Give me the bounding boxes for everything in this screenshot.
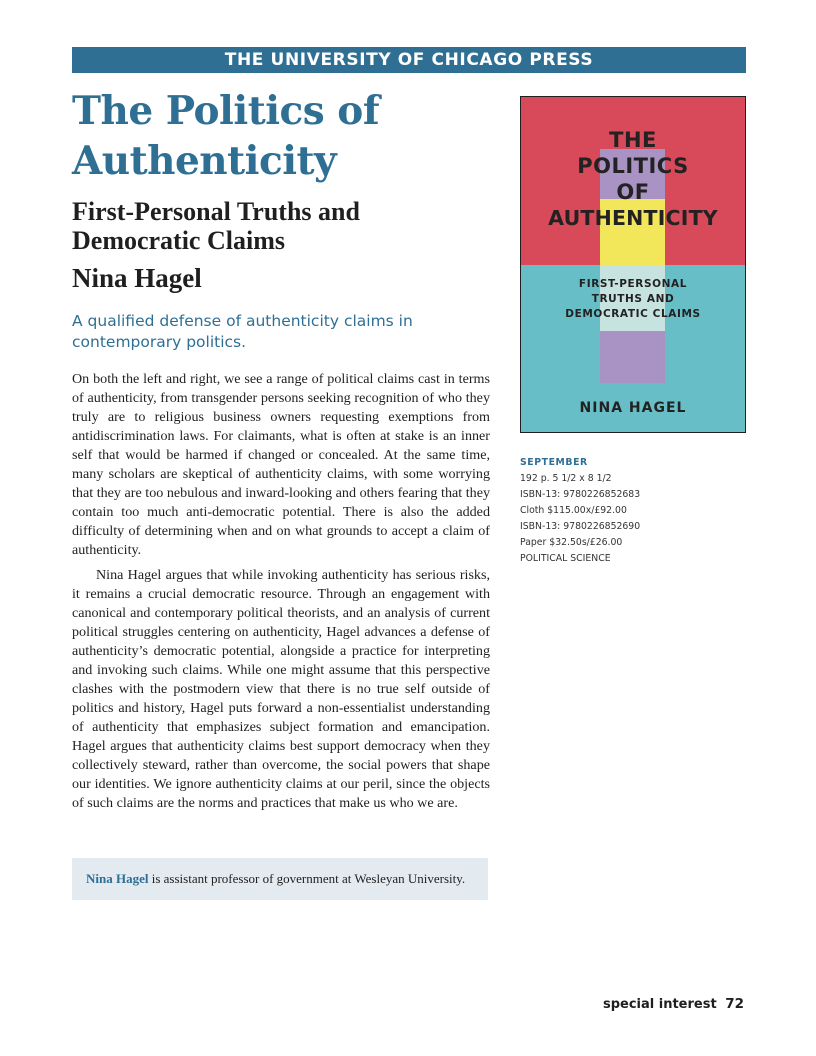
cover-author: NINA HAGEL xyxy=(579,400,687,416)
book-author: Nina Hagel xyxy=(72,263,202,293)
release-month: SEPTEMBER xyxy=(520,457,588,468)
footer-section: special interest xyxy=(602,997,717,1012)
description-paragraph-1: On both the left and right, we see a range of political claims cast in terms of authenticity, from transgender persons seeking recognition of who they truly are to religious business owners requesting exemptions from antidiscrimination laws. For claimants, what is often at stake is an inner self that would be harmed if changed or concealed. At the same time, many scholars are skeptical of authenticity claims, with some worrying that they are too nebulous and inward-looking and others fearing that they contain too much anti-democratic potential. There is also the added difficulty of determining when and on what grounds to accept a claim of authenticity. xyxy=(72,371,490,558)
meta-price-cloth: Cloth $115.00x/£92.00 xyxy=(520,505,627,516)
book-title: The Politics of Authenticity xyxy=(72,88,380,184)
meta-isbn-cloth: ISBN-13: 9780226852683 xyxy=(520,489,641,500)
page-footer xyxy=(603,996,744,1012)
cover-title-line: OF xyxy=(616,180,650,204)
cover-subtitle-line: FIRST-PERSONAL xyxy=(578,278,688,290)
meta-isbn-paper: ISBN-13: 9780226852690 xyxy=(520,521,641,532)
bio-author-name: Nina Hagel xyxy=(86,871,149,886)
bio-text: is assistant professor of government at Wesleyan University. xyxy=(148,871,466,886)
page-number: 72 xyxy=(725,996,744,1012)
description-paragraph-2: Nina Hagel argues that while invoking authenticity has serious risks, it remains a crucial democratic resource. Through an engagement with canonical and contemporary political theorists, and an analysis of current political struggles centering on authenticity, Hagel advances a defense of authenticity’s democratic potential, alongside a practice for interpreting and invoking such claims. While one might assume that this perspective clashes with the postmodern view that there is no true self outside of politics and history, Hagel puts forward a non-essentialist understanding of authenticity that emphasizes subject formation and emancipation. Hagel argues that authenticity claims best support democracy when they collectively steward, rather than overcome, the social powers that shape our identities. We ignore authenticity claims at our peril, since the objects of such claims are the norms and practices that make us who we are. xyxy=(72,567,490,811)
book-description xyxy=(72,370,490,813)
meta-subject: POLITICAL SCIENCE xyxy=(520,553,611,564)
cover-title-line: AUTHENTICITY xyxy=(548,206,718,230)
book-cover xyxy=(520,96,746,433)
cover-subtitle xyxy=(521,277,745,322)
cover-title-line: POLITICS xyxy=(577,154,689,178)
cover-title xyxy=(521,127,745,231)
cover-subtitle-line: TRUTHS AND xyxy=(591,293,675,305)
meta-price-paper: Paper $32.50s/£26.00 xyxy=(520,537,623,548)
publisher-banner: THE UNIVERSITY OF CHICAGO PRESS xyxy=(72,47,746,73)
book-subtitle: First-Personal Truths and Democratic Claims xyxy=(72,197,360,255)
book-tagline: A qualified defense of authenticity claims in contemporary politics. xyxy=(72,312,413,351)
cover-subtitle-line: DEMOCRATIC CLAIMS xyxy=(565,308,701,320)
meta-pages: 192 p. 5 1/2 x 8 1/2 xyxy=(520,473,612,484)
author-bio-box xyxy=(72,858,488,900)
cover-title-line: THE xyxy=(609,128,657,152)
book-metadata xyxy=(520,455,746,567)
cover-bar-purple-bottom xyxy=(600,331,665,383)
